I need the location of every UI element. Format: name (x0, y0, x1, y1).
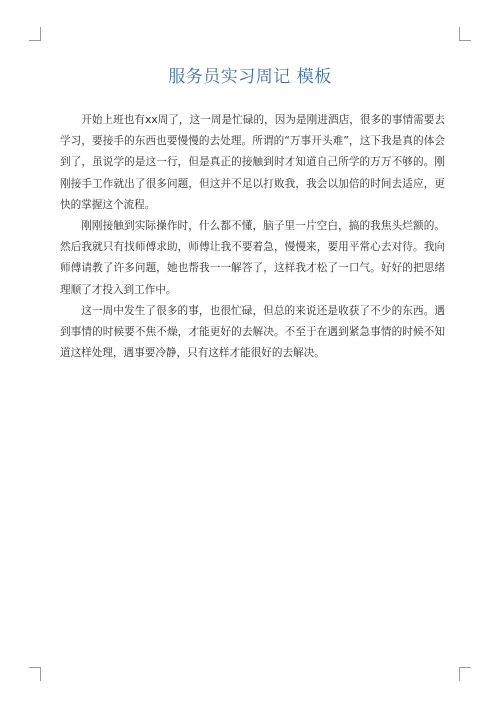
document-body (60, 110, 445, 364)
crop-mark-bottom-left (29, 667, 41, 681)
crop-mark-top-right (459, 27, 471, 41)
paragraph-1: 开始上班也有xx周了，这一周是忙碌的，因为是刚进酒店，很多的事情需要去学习，要接手的东西也要慢慢的去处理。所谓的“万事开头难”，这下我是真的体会到了，虽说学的是这一行，但是真正的接触到时才知道自己所学的万万不够的。刚刚接手工作就出了很多问题，但这并不足以打败我，我会以加倍的时间去适应，更快的掌握这个流程。 (60, 114, 445, 211)
crop-mark-top-left (29, 27, 41, 41)
paragraph-2: 刚刚接触到实际操作时，什么都不懂，脑子里一片空白，搞的我焦头烂额的。然后我就只有找师傅求助，师傅让我不要着急，慢慢来，要用平常心去对待。我向师傅请教了许多问题，她也帮我一一解答了，这样我才松了一口气。好好的把思绪理顺了才投入到工作中。 (60, 220, 445, 296)
crop-mark-bottom-right (459, 667, 471, 681)
paragraph-3: 这一周中发生了很多的事，也很忙碌，但总的来说还是收获了不少的东西。遇到事情的时候要不焦不燥，才能更好的去解决。不至于在遇到紧急事情的时候不知道这样处理，遇事要冷静，只有这样才能很好的去解决。 (60, 304, 445, 360)
document-title: 服务员实习周记 模板 (168, 67, 332, 87)
